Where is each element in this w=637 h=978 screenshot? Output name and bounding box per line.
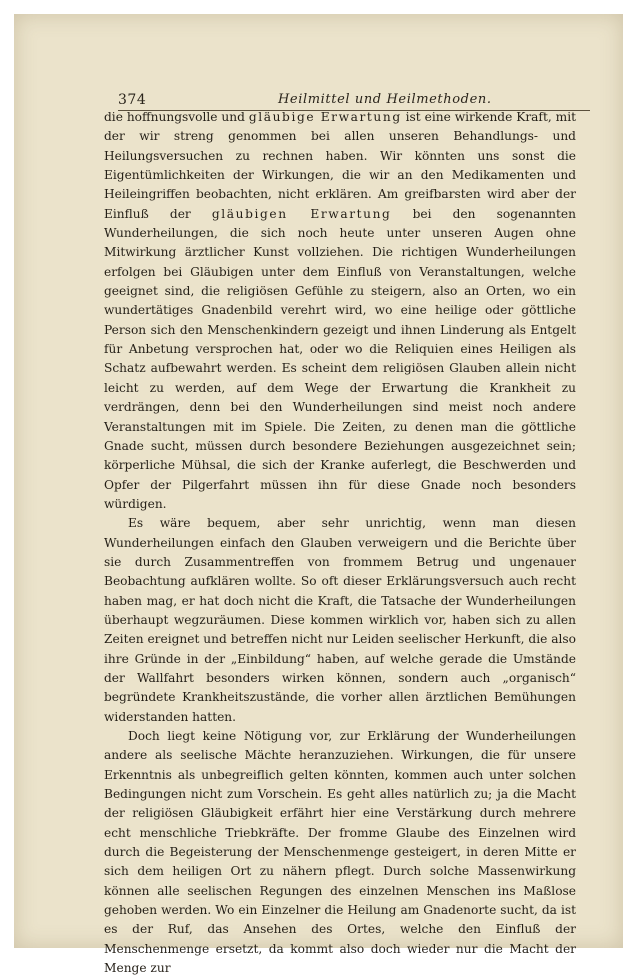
emphasis-glaeubigen-erwartung: gläubigen Erwartung (211, 206, 392, 221)
paragraph-3: Doch liegt keine Nötigung vor, zur Erklärung der Wunderheilungen andere als seelische Mächte heranzuziehen. Wirkungen, die für unsere Erkenntnis als unbegreiflich gelten könnten, kommen auch unter solchen Bedingungen nicht zum Vorschein. Es geht alles natürlich zu; ja die Macht der religiösen Gläubigkeit erfährt hier eine Verstärkung durch mehrere echt menschliche Triebkräfte. Der fromme Glaube des Einzelnen wird durch die Begeisterung der Menschenmenge gesteigert, in deren Mitte er sich dem heiligen Ort zu nähern pflegt. Durch solche Massenwirkung können alle seelischen Regungen des einzelnen Menschen ins Maßlose gehoben werden. Wo ein Einzelner die Heilung am Gnadenorte sucht, da ist es der Ruf, das Ansehen des Ortes, welche den Einfluß der Menschenmenge ersetzt, da kommt also doch wieder nur die Macht der Menge zur (104, 729, 576, 976)
paragraph-1-middle: ist eine wirkende Kraft, mit der wir streng genommen bei allen unseren Behandlungs- und Heilungsversuchen zu rechnen haben. Wir könnten uns sonst die Eigentümlichkeiten der Wirkungen, die wir an den Medikamenten und Heileingriffen beobachten, nicht erklären. Am greifbarsten wird aber der Einfluß der (104, 110, 576, 221)
running-title: Heilmittel und Heilmethoden. (278, 92, 492, 107)
emphasis-glaeubige-erwartung: gläubige Erwartung (248, 110, 402, 124)
body-text (104, 108, 576, 978)
paragraph-1-rest: bei den sogenannten Wunderheilungen, die sich noch heute unter unseren Augen ohne Mitwirkung ärztlicher Kunst vollziehen. Die richtigen Wunderheilungen erfolgen bei Gläubigen unter dem Einfluß von Veranstaltungen, welche geeignet sind, die religiösen Gefühle zu steigern, also an Orten, wo ein wundertätiges Gnadenbild verehrt wird, wo eine heilige oder göttliche Person sich den Menschenkindern gezeigt und ihnen Linderung als Entgelt für Anbetung versprochen hat, oder wo die Reliquien eines Heiligen als Schatz aufbewahrt werden. Es scheint dem religiösen Glauben allein nicht leicht zu werden, auf dem Wege der Erwartung die Krankheit zu verdrängen, denn bei den Wunderheilungen sind meist noch andere Veranstaltungen mit im Spiele. Die Zeiten, zu denen man die göttliche Gnade sucht, müssen durch besondere Beziehungen ausgezeichnet sein; körperliche Mühsal, die sich der Kranke auferlegt, die Beschwerden und Opfer der Pilgerfahrt müssen ihn für diese Gnade noch besonders würdigen. (104, 206, 576, 511)
page-number: 374 (118, 92, 147, 108)
paragraph-1 (104, 108, 576, 514)
paragraph-1-intro: die hoffnungsvolle und (104, 110, 249, 124)
paragraph-2: Es wäre bequem, aber sehr unrichtig, wenn man diesen Wunderheilungen einfach den Glauben verweigern und die Berichte über sie durch Zusammentreffen von frommem Betrug und ungenauer Beobachtung aufklären wollte. So oft dieser Erklärungsversuch auch recht haben mag, er hat doch nicht die Kraft, die Tatsache der Wunderheilungen überhaupt wegzuräumen. Diese kommen wirklich vor, haben sich zu allen Zeiten ereignet und betreffen nicht nur Leiden seelischer Herkunft, die also ihre Gründe in der „Einbildung“ haben, auf welche gerade die Umstände der Wallfahrt besonders wirken können, sondern auch „organisch“ begründete Krankheitszustände, die vorher allen ärztlichen Bemühungen widerstanden hatten. (104, 516, 576, 724)
